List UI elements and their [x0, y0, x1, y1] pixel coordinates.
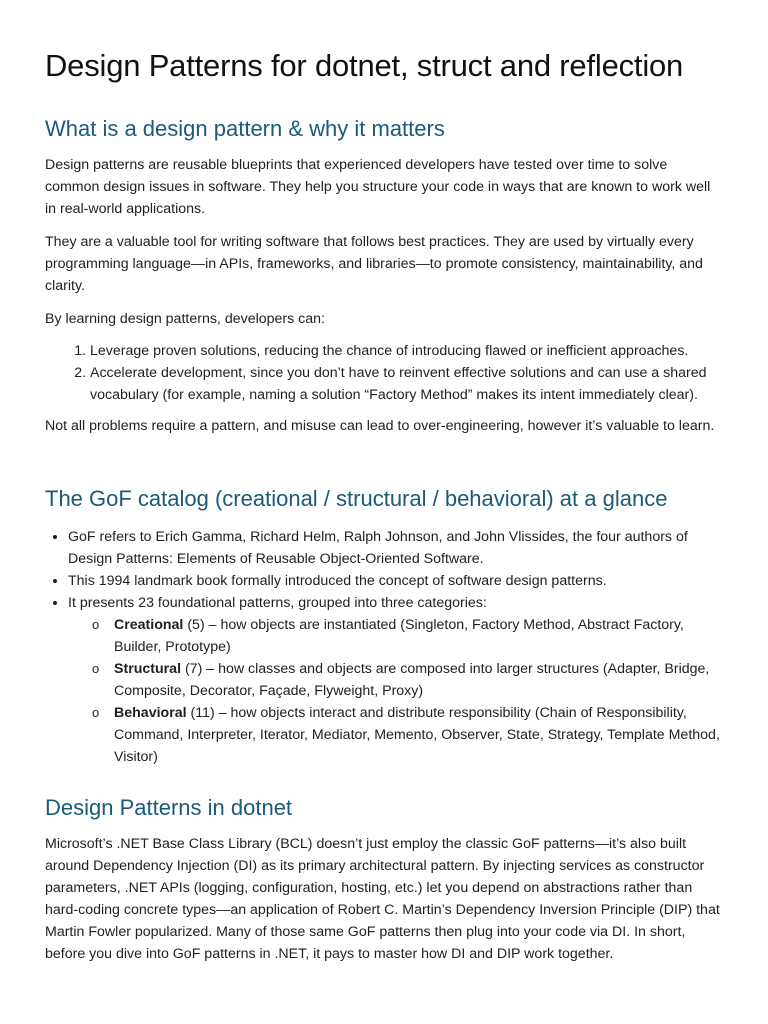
category-name: Behavioral [114, 705, 187, 721]
section-heading-gof-catalog: The GoF catalog (creational / structural / behavioral) at a glance [45, 486, 668, 511]
section-heading-design-pattern: What is a design pattern & why it matters [45, 116, 445, 141]
paragraph-intro: Design patterns are reusable blueprints that experienced developers have tested over time to solve common design issues in software. They help you structure your code in ways that are known to work well in real-world applications. [45, 157, 711, 217]
category-structural [114, 658, 724, 702]
category-creational [114, 614, 724, 658]
list-item: 2. Accelerate development, since you don’t have to reinvent effective solutions and can use a shared vocabulary (for example, naming a solution “Factory Method” makes its intent immediately clear). [90, 362, 724, 406]
category-sublist [68, 614, 724, 768]
paragraph-dotnet: Microsoft’s .NET Base Class Library (BCL) doesn’t just employ the classic GoF patterns—it’s also built around Dependency Injection (DI) as its primary architectural pattern. By injecting services as constructor parameters, .NET APIs (logging, configuration, hosting, etc.) let you depend on abstractions rather than hard-coding concrete types—an application of Robert C. Martin’s Dependency Inversion Principle (DIP) that Martin Fowler popularized. Many of those same GoF patterns then plug into your code via DI. In short, before you dive into GoF patterns in .NET, it pays to master how DI and DIP work together. [45, 836, 720, 962]
section-heading-dotnet: Design Patterns in dotnet [45, 795, 293, 820]
list-item-text: It presents 23 foundational patterns, grouped into three categories: [68, 595, 487, 611]
category-description: (5) – how objects are instantiated (Singleton, Factory Method, Abstract Factory, Builder, Prototype) [114, 617, 684, 655]
gof-bullet-list [45, 526, 724, 768]
list-item: 1. Leverage proven solutions, reducing the chance of introducing flawed or inefficient approaches. [90, 340, 724, 362]
category-description: (11) – how objects interact and distribute responsibility (Chain of Responsibility, Command, Interpreter, Iterator, Mediator, Memento, Observer, State, Strategy, Template Method, Visitor) [114, 705, 720, 765]
document-title: Design Patterns for dotnet, struct and reflection [45, 48, 684, 83]
paragraph-by-learning: By learning design patterns, developers can: [45, 311, 325, 327]
category-description: (7) – how classes and objects are composed into larger structures (Adapter, Bridge, Composite, Decorator, Façade, Flyweight, Proxy) [114, 661, 710, 699]
list-item: • GoF refers to Erich Gamma, Richard Helm, Ralph Johnson, and John Vlissides, the four authors of Design Patterns: Elements of Reusable Object-Oriented Software. [68, 526, 724, 570]
list-item [68, 592, 724, 768]
paragraph-valuable-tool: They are a valuable tool for writing software that follows best practices. They are used by virtually every programming language—in APIs, frameworks, and libraries—to promote consistency, maintainability, and clarity. [45, 234, 703, 294]
category-name: Structural [114, 661, 182, 677]
list-item: • This 1994 landmark book formally introduced the concept of software design patterns. [68, 570, 724, 592]
category-behavioral [114, 702, 724, 768]
paragraph-not-all-problems: Not all problems require a pattern, and misuse can lead to over-engineering, however it’s valuable to learn. [45, 418, 715, 434]
benefits-list [45, 340, 724, 406]
category-name: Creational [114, 617, 184, 633]
